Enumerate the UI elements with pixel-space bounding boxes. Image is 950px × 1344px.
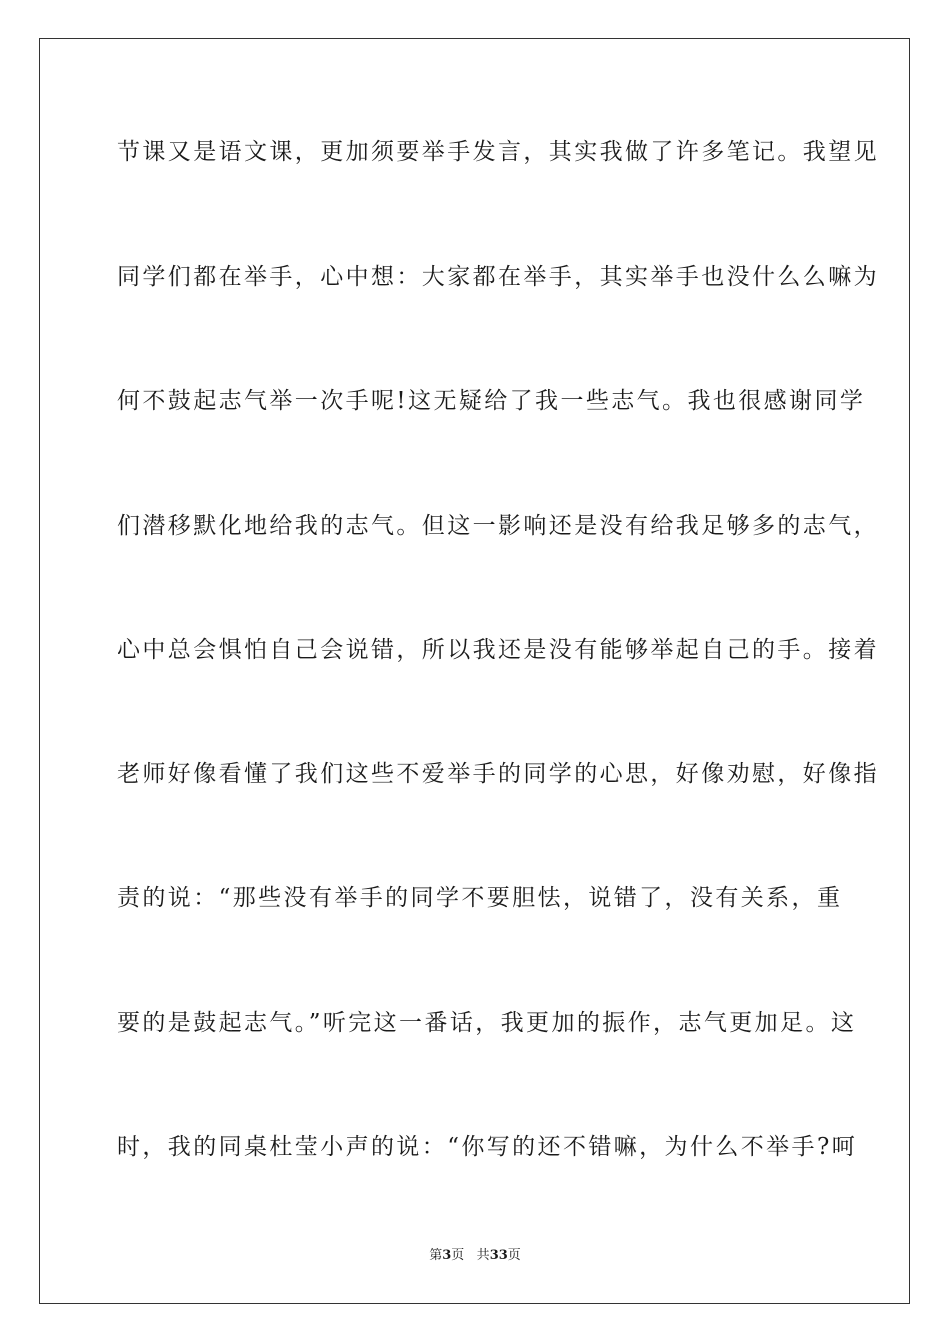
- page-footer: [0, 1248, 950, 1264]
- footer-page-number: 3: [442, 1248, 452, 1263]
- text-line-6: 老师好像看懂了我们这些不爱举手的同学的心思，好像劝慰，好像指: [117, 761, 879, 787]
- text-line-2: 同学们都在举手，心中想：大家都在举手，其实举手也没什么么嘛为: [117, 264, 879, 290]
- footer-total-suffix: 页: [507, 1248, 521, 1263]
- text-line-3: 何不鼓起志气举一次手呢!这无疑给了我一些志气。我也很感谢同学: [117, 388, 866, 414]
- page-border: [39, 38, 910, 1304]
- text-line-8: 要的是鼓起志气。”听完这一番话，我更加的振作，志气更加足。这: [117, 1010, 857, 1036]
- footer-total-prefix: 共: [476, 1248, 490, 1263]
- text-line-1: 节课又是语文课，更加须要举手发言，其实我做了许多笔记。我望见: [117, 139, 879, 165]
- footer-page-prefix: 第: [429, 1248, 443, 1263]
- text-line-7: 责的说：“那些没有举手的同学不要胆怯，说错了，没有关系，重: [117, 885, 843, 911]
- text-line-9: 时，我的同桌杜莹小声的说：“你写的还不错嘛，为什么不举手?呵: [117, 1134, 858, 1160]
- text-line-5: 心中总会惧怕自己会说错，所以我还是没有能够举起自己的手。接着: [117, 637, 879, 663]
- footer-page-suffix: 页: [451, 1248, 465, 1263]
- text-line-4: 们潜移默化地给我的志气。但这一影响还是没有给我足够多的志气，: [117, 513, 879, 539]
- footer-total-pages: 33: [489, 1248, 508, 1263]
